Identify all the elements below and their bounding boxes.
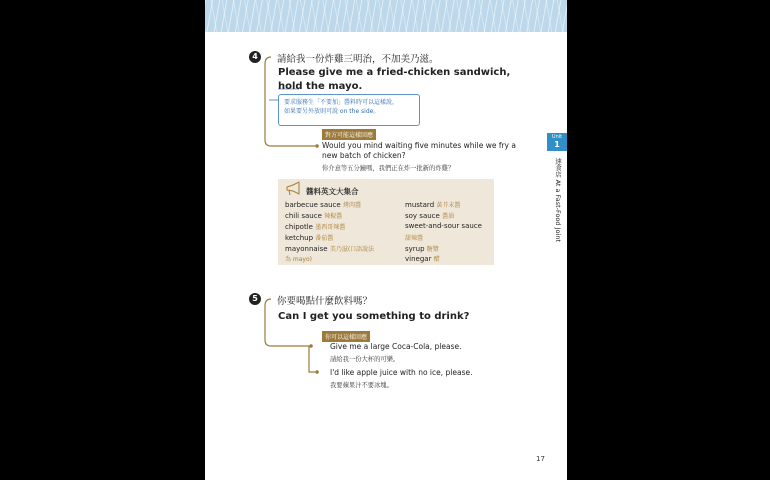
item-5-reply-1-chinese: 請給我一份大杯的可樂。 <box>330 356 400 363</box>
vocab-right-1: mustard 黃芥末醬 <box>405 201 461 209</box>
item-5-reply-2-english: I'd like apple juice with no ice, please. <box>330 368 473 377</box>
vocab-left-2: chili sauce 辣椒醬 <box>285 212 343 220</box>
item-4-reply-english-line-2: new batch of chicken? <box>322 151 406 160</box>
item-4-reply-tag: 對方可能這樣回應 <box>322 129 376 140</box>
vocab-left-6: 為 mayo) <box>285 256 312 263</box>
megaphone-icon <box>284 181 304 197</box>
item-4-english-line-1: Please give me a fried-chicken sandwich, <box>278 67 511 78</box>
item-5-english-sentence: Can I get you something to drink? <box>278 311 470 322</box>
unit-tab <box>547 133 567 151</box>
item-5-reply-2-chinese: 我要蘋果汁不要冰塊。 <box>330 382 393 389</box>
vocab-left-1: barbecue sauce 烤肉醬 <box>285 201 361 209</box>
item-4-number-badge: 4 <box>249 51 261 63</box>
item-4-english-line-2: hold the mayo. <box>278 81 363 92</box>
vocab-right-6: vinegar 醋 <box>405 255 440 263</box>
unit-tab-number: 1 <box>554 140 560 149</box>
item-5-reply-tag: 你可以這樣回應 <box>322 331 370 342</box>
book-page <box>205 0 567 480</box>
item-5-chinese-sentence: 你要喝點什麼飲料嗎？ <box>277 296 373 307</box>
item-4-reply-english-line-1: Would you mind waiting five minutes while we fry a <box>322 141 516 150</box>
item-4-reply-chinese: 你介意等五分鐘嗎，我們正在炸一批新的炸雞？ <box>322 165 455 172</box>
unit-side-title: 速食店 At a Fast-Food Joint <box>554 158 562 242</box>
tip-line-2: 如果要另外放則可說 on the side。 <box>284 108 380 115</box>
vocab-left-5: mayonnaise 美乃滋(口語說法 <box>285 245 375 253</box>
tip-line-1: 要求服務生「不要加」醬料時可以這樣說， <box>284 99 399 106</box>
vocab-left-4: ketchup 番茄醬 <box>285 234 334 242</box>
vocab-right-3: sweet-and-sour sauce <box>405 222 482 230</box>
tip-box <box>278 94 420 126</box>
vocab-title: 醬料英文大集合 <box>306 187 359 196</box>
item-5-number-badge: 5 <box>249 293 261 305</box>
vocab-right-5: syrup 糖漿 <box>405 245 439 253</box>
item-5-reply-1-english: Give me a large Coca-Cola, please. <box>330 342 462 351</box>
vocab-right-4: 甜辣醬 <box>405 235 424 242</box>
sauce-vocabulary-box <box>278 179 494 265</box>
vocab-left-3: chipotle 墨西哥辣醬 <box>285 223 346 231</box>
unit-tab-label: Unit <box>551 134 563 140</box>
page-number: 17 <box>536 455 545 463</box>
vocab-right-2: soy sauce 醬油 <box>405 212 455 220</box>
item-4-chinese-sentence: 請給我一份炸雞三明治，不加美乃滋。 <box>277 54 439 65</box>
